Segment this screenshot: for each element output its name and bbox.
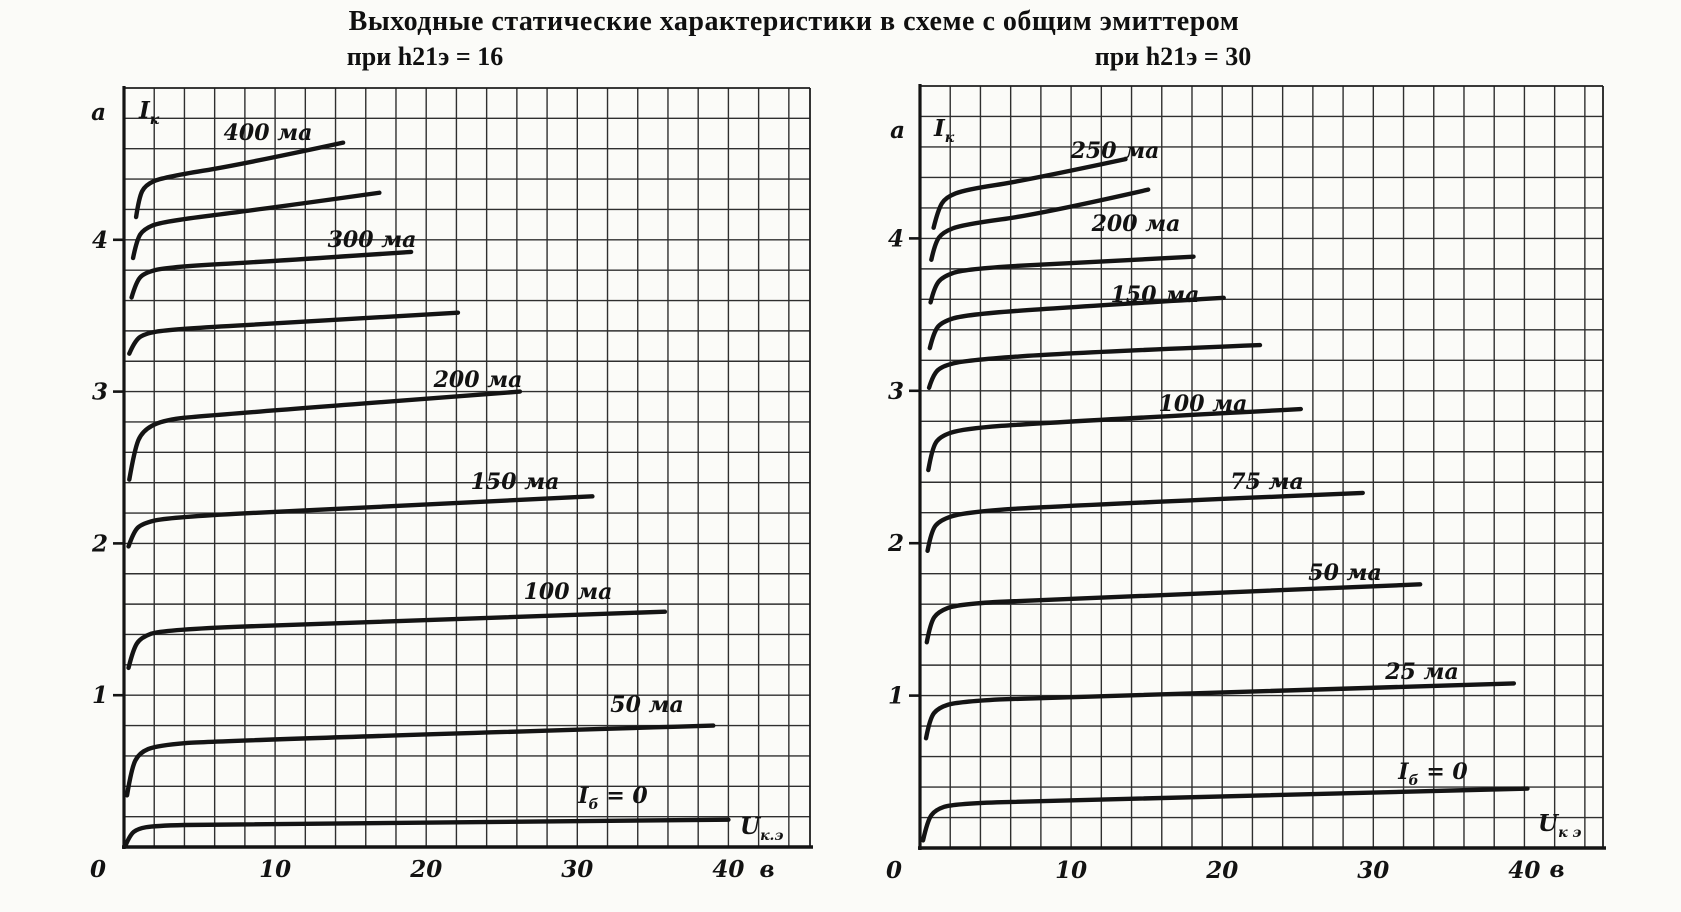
curve-label: 75 ма xyxy=(1230,469,1304,495)
x-axis-unit-label: в xyxy=(759,856,775,883)
curve-label: 50 ма xyxy=(610,692,684,718)
x-tick-label: 20 xyxy=(1206,857,1239,884)
y-axis-unit-label: a xyxy=(91,99,106,126)
x-axis-label: $U_{к э}$ xyxy=(1538,810,1582,841)
curve-line xyxy=(926,683,1514,738)
x-tick-label: 0 xyxy=(885,857,903,884)
curve-label: 150 ма xyxy=(470,469,560,495)
curve-label: 150 ма xyxy=(1110,282,1200,308)
chart-subtitle-h21e-16: при h21э = 16 xyxy=(346,42,504,71)
curve-line xyxy=(129,313,458,354)
y-tick-label: 2 xyxy=(91,530,108,558)
curve-label: 300 ма xyxy=(327,227,417,253)
x-tick-label: 0 xyxy=(89,856,107,883)
page-title: Выходные статические характеристики в схеме с общим эмиттером xyxy=(348,6,1240,37)
grid xyxy=(920,86,1603,848)
chart-h21e-16 xyxy=(90,86,813,883)
curve-line xyxy=(129,612,665,668)
curve-label: 50 ма xyxy=(1308,560,1382,586)
y-tick-label: 3 xyxy=(91,378,108,406)
x-tick-label: 30 xyxy=(1357,857,1390,884)
y-axis-label: $I_к$ xyxy=(934,115,955,146)
curve-line xyxy=(923,789,1527,841)
curve-line xyxy=(129,496,593,546)
y-tick-label: 4 xyxy=(887,225,904,253)
x-tick-label: 10 xyxy=(1055,857,1088,884)
curve-line xyxy=(132,252,412,298)
curve-label: 200 ма xyxy=(433,367,523,393)
y-tick-label: 1 xyxy=(91,682,108,710)
x-tick-label: 30 xyxy=(561,856,594,883)
curve-label: $I_б = 0$ xyxy=(1398,759,1468,789)
curve-line xyxy=(929,345,1260,388)
y-tick-label: 3 xyxy=(887,377,904,405)
curve-line xyxy=(136,143,343,217)
y-tick-label: 1 xyxy=(887,682,904,710)
x-tick-label: 20 xyxy=(410,856,443,883)
y-tick-label: 2 xyxy=(887,530,904,558)
y-tick-label: 4 xyxy=(91,226,108,254)
curve-label: 400 ма xyxy=(223,120,313,146)
curve-label: 25 ма xyxy=(1385,659,1459,685)
curve-label: 250 ма xyxy=(1070,138,1160,164)
curve-label: $I_б = 0$ xyxy=(578,783,648,813)
x-axis-unit-label: в xyxy=(1549,856,1565,883)
y-axis-label: $I_к$ xyxy=(139,97,160,128)
chart-h21e-30 xyxy=(886,84,1606,884)
y-axis-unit-label: a xyxy=(890,117,905,144)
curve-line xyxy=(927,584,1420,642)
x-tick-label: 40 xyxy=(712,856,745,883)
x-axis-label: $U_{к.э}$ xyxy=(740,813,784,844)
curve-label: 200 ма xyxy=(1091,211,1181,237)
curve-line xyxy=(129,392,520,480)
curve-line xyxy=(928,493,1363,551)
chart-subtitle-h21e-30: при h21э = 30 xyxy=(1094,42,1252,71)
x-tick-label: 10 xyxy=(259,856,292,883)
curve-label: 100 ма xyxy=(523,579,613,605)
curve-line xyxy=(928,409,1300,470)
x-tick-label: 40 xyxy=(1508,857,1541,884)
curve-label: 100 ма xyxy=(1158,391,1248,417)
